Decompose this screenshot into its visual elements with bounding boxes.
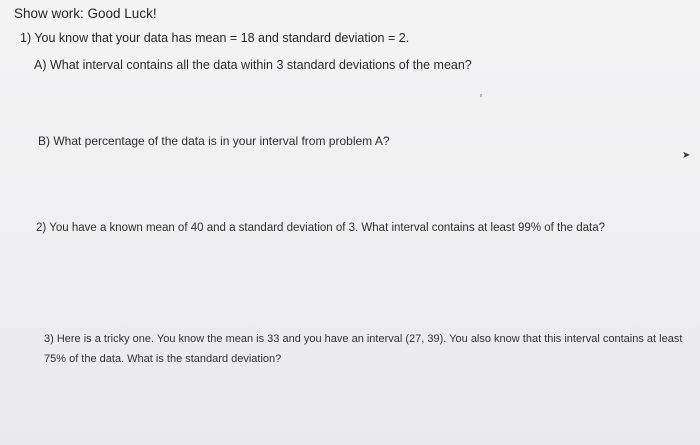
question-3-line-2: 75% of the data. What is the standard deviation? [44,353,282,365]
question-1-prompt: 1) You know that your data has mean = 18 and standard deviation = 2. [20,31,410,45]
worksheet-header: Show work: Good Luck! [14,6,157,21]
question-1-part-a: A) What interval contains all the data within 3 standard deviations of the mean? [34,58,472,72]
cursor-arrow-icon: ➤ [682,150,691,161]
question-1-part-b: B) What percentage of the data is in your interval from problem A? [38,134,390,148]
question-2-prompt: 2) You have a known mean of 40 and a standard deviation of 3. What interval contains at least 99% of the data? [36,222,605,234]
question-3-line-1: 3) Here is a tricky one. You know the mean is 33 and you have an interval (27, 39). You also know that this interval contains at least [44,333,683,345]
stray-mark [480,94,482,97]
